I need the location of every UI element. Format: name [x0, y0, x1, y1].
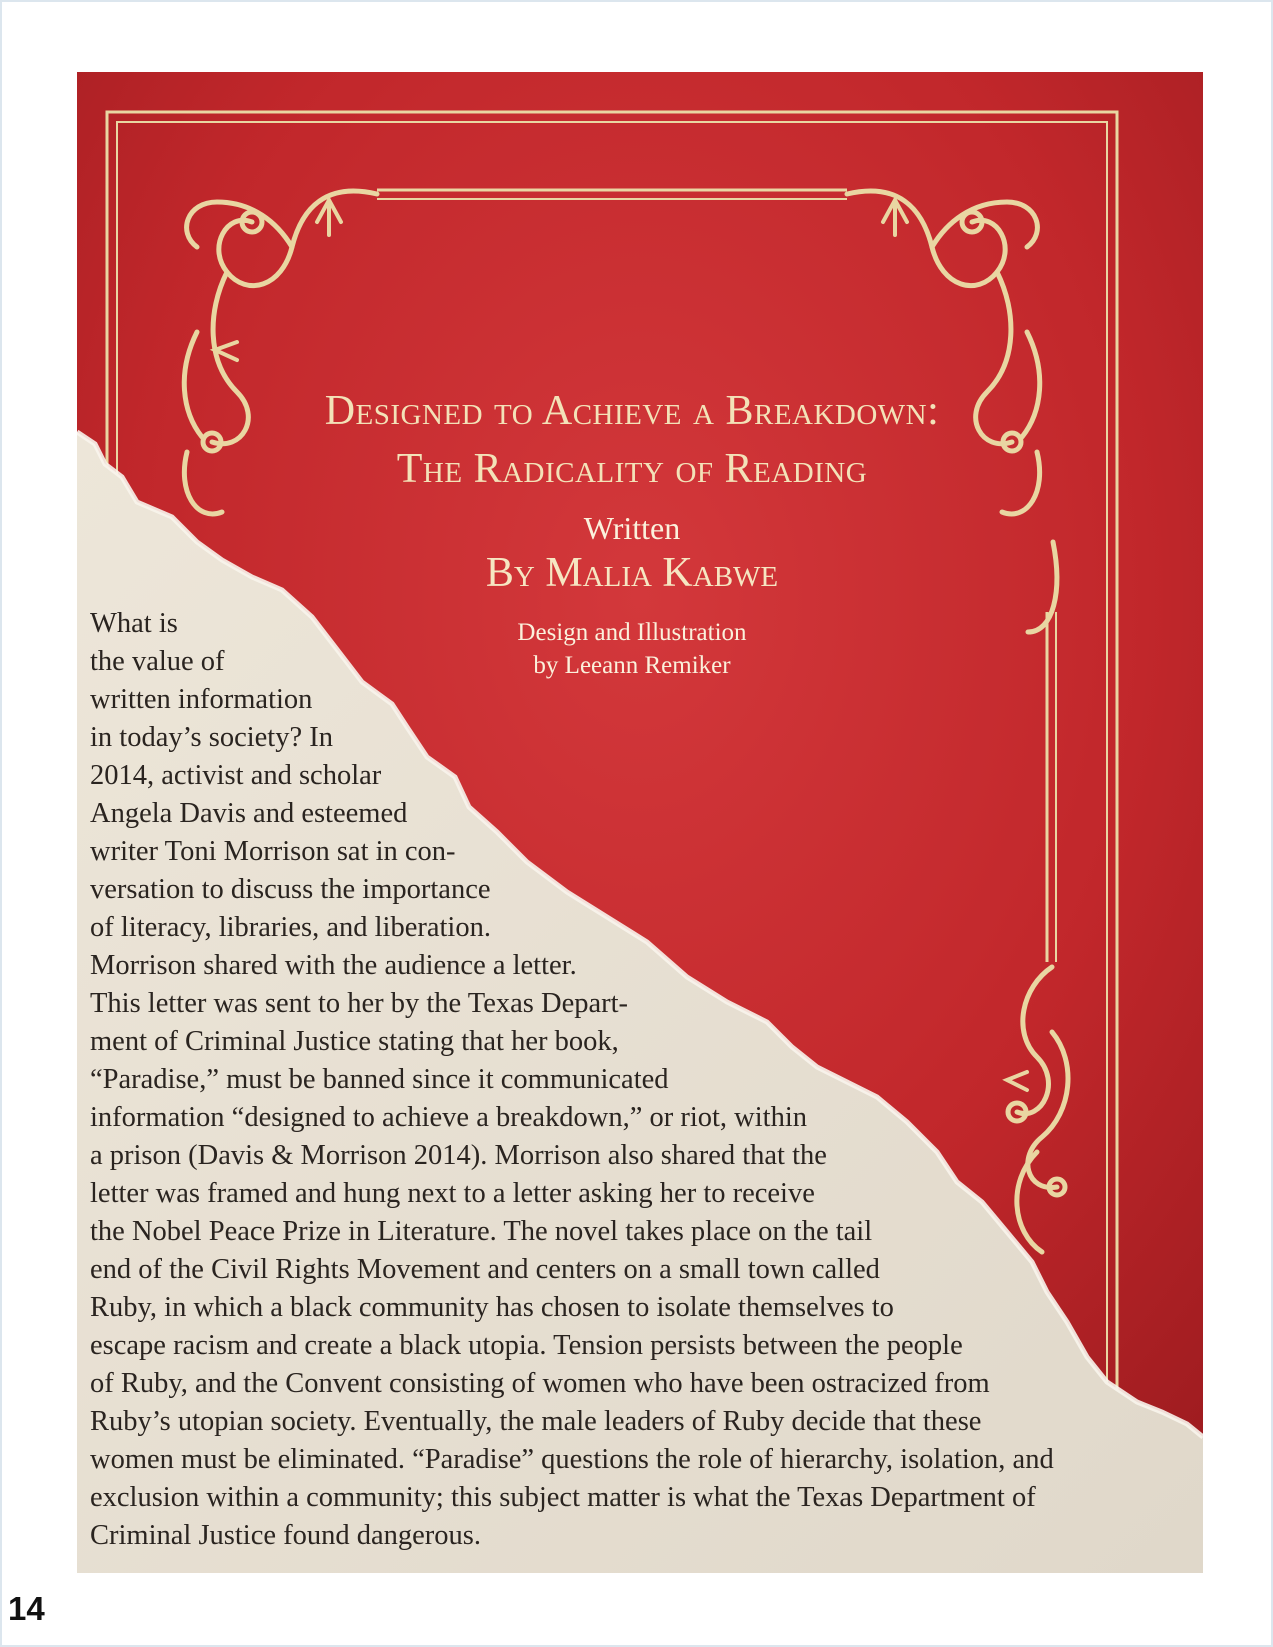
body-line: Ruby’s utopian society. Eventually, the male leaders of Ruby decide that these	[90, 1406, 982, 1437]
written-label: Written	[583, 510, 681, 546]
body-line: “Paradise,” must be banned since it communicated	[90, 1064, 669, 1095]
body-line: letter was framed and hung next to a letter asking her to receive	[90, 1178, 815, 1209]
body-line: of Ruby, and the Convent consisting of women who have been ostracized from	[90, 1368, 990, 1399]
body-line: Criminal Justice found dangerous.	[90, 1520, 482, 1551]
body-line: Ruby, in which a black community has chosen to isolate themselves to	[90, 1292, 894, 1323]
design-credit-line-1: Design and Illustration	[517, 619, 747, 646]
page-number: 14	[8, 1590, 45, 1627]
body-line: written information	[90, 684, 313, 715]
body-line: a prison (Davis & Morrison 2014). Morrison also shared that the	[90, 1140, 827, 1171]
article-body	[90, 605, 1200, 1555]
body-line: versation to discuss the importance	[90, 874, 491, 905]
body-line: end of the Civil Rights Movement and centers on a small town called	[90, 1254, 880, 1285]
body-line: What is	[90, 608, 178, 639]
body-line: escape racism and create a black utopia. Tension persists between the people	[90, 1330, 963, 1361]
body-line: This letter was sent to her by the Texas Depart-	[90, 988, 629, 1019]
body-line: women must be eliminated. “Paradise” questions the role of hierarchy, isolation, and	[90, 1444, 1054, 1475]
article-title-line-1: Designed to Achieve a Breakdown:	[324, 388, 940, 434]
author-byline: By Malia Kabwe	[485, 550, 779, 596]
body-line: 2014, activist and scholar	[90, 760, 382, 791]
body-line: ment of Criminal Justice stating that her book,	[90, 1026, 619, 1057]
body-line: Angela Davis and esteemed	[90, 798, 408, 829]
body-line: the Nobel Peace Prize in Literature. The novel takes place on the tail	[90, 1216, 873, 1247]
design-credit-line-2: by Leeann Remiker	[533, 652, 731, 679]
body-line: Morrison shared with the audience a letter.	[90, 950, 577, 981]
body-line: information “designed to achieve a breakdown,” or riot, within	[90, 1102, 808, 1133]
article-title-line-2: The Radicality of Reading	[396, 446, 868, 492]
body-line: writer Toni Morrison sat in con-	[90, 836, 456, 867]
body-line: the value of	[90, 646, 225, 677]
body-line: exclusion within a community; this subject matter is what the Texas Department of	[90, 1482, 1036, 1513]
body-line: of literacy, libraries, and liberation.	[90, 912, 491, 943]
body-line: in today’s society? In	[90, 722, 333, 753]
